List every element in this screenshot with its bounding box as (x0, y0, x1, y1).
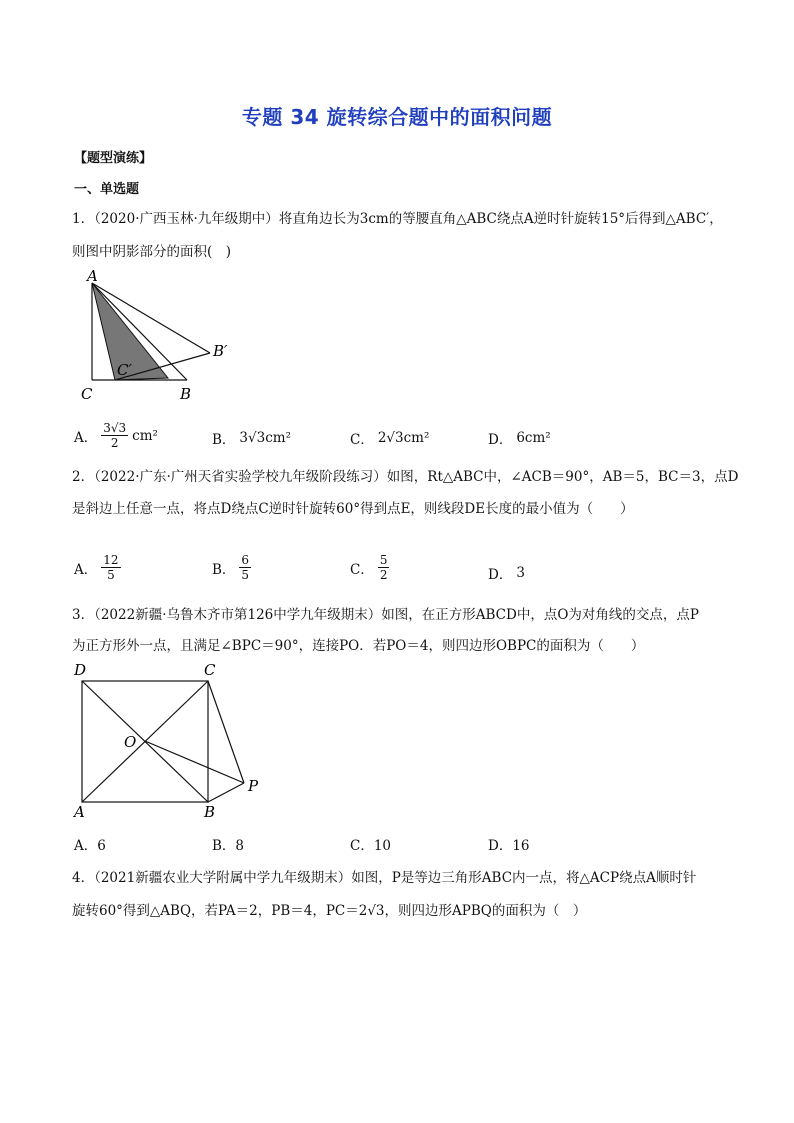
q3-label-a: A (74, 803, 85, 820)
q2-option-a-denominator: 5 (107, 568, 115, 582)
q2-option-a-letter: A． (74, 561, 98, 578)
q3-line2: 为正方形外一点，且满足∠BPC＝90°，连接PO．若PO＝4，则四边形OBPC的面积为（ ） (72, 638, 645, 654)
q2-option-b-fraction (239, 554, 251, 581)
q2-option-c-numerator: 5 (379, 553, 388, 567)
q2-option-a[interactable] (74, 554, 121, 581)
q3-line1: 3．（2022新疆·乌鲁木齐市第126中学九年级期末）如图，在正方形ABCD中，点O为对角线的交点，点P (72, 607, 699, 623)
q3-option-d[interactable]: D．16 (488, 838, 530, 854)
q1-option-d-text: 6cm² (516, 430, 551, 446)
q3-label-b: B (204, 803, 216, 820)
q1-option-d-letter: D． (488, 432, 513, 448)
q3-segment-op (145, 741, 244, 783)
q3-option-a[interactable]: A．6 (74, 838, 106, 854)
q2-option-c-denominator: 2 (379, 568, 388, 582)
q1-option-a-letter: A． (74, 429, 98, 446)
section-heading: 一、单选题 (74, 182, 140, 197)
q2-option-c-letter: C． (350, 561, 374, 578)
q4-line2: 旋转60°得到△ABQ，若PA＝2，PB＝4，PC＝2√3，则四边形APBQ的面积为（ ） (72, 903, 587, 919)
q3-option-b[interactable]: B．8 (212, 838, 245, 854)
q1-label-b: B (180, 385, 192, 403)
q2-option-d-text: 3 (516, 565, 525, 581)
page-title: 专题 34 旋转综合题中的面积问题 (241, 105, 553, 129)
q2-line1: 2．（2022·广东·广州天省实验学校九年级阶段练习）如图，Rt△ABC中，∠ACB＝90°，AB＝5，BC＝3，点D (72, 469, 739, 485)
q3-figure (70, 660, 270, 820)
q1-label-a: A (87, 268, 98, 285)
q1-option-b-letter: B． (212, 432, 236, 448)
q1-option-b[interactable] (212, 428, 291, 448)
q2-option-a-numerator: 12 (103, 553, 119, 567)
q3-label-d: D (74, 661, 87, 679)
q1-option-a-fraction (101, 422, 128, 449)
q2-option-c[interactable] (350, 554, 389, 581)
q3-side-bp (208, 783, 244, 802)
q2-option-a-fraction (101, 554, 120, 581)
q2-option-b[interactable] (212, 554, 251, 581)
q2-line2: 是斜边上任意一点，将点D绕点C逆时针旋转60°得到点E，则线段DE长度的最小值为（ ） (72, 501, 634, 517)
q1-label-bprime: B′ (213, 342, 228, 360)
q3-option-c[interactable]: C．10 (350, 838, 392, 854)
q1-option-b-text: 3√3cm² (239, 430, 291, 446)
q1-label-c: C (81, 385, 93, 403)
q3-label-c: C (204, 661, 216, 679)
exercise-tag: 【题型演练】 (74, 151, 153, 166)
q3-label-p: P (248, 777, 259, 795)
q2-option-b-letter: B． (212, 561, 236, 578)
q1-line2: 则图中阴影部分的面积( ) (72, 244, 232, 260)
q1-option-c[interactable] (350, 428, 429, 448)
q1-line1: 1．（2020·广西玉林·九年级期中）将直角边长为3cm的等腰直角△ABC绕点A逆时针旋转15°后得到△ABC′， (72, 211, 723, 227)
q3-label-o: O (124, 733, 137, 751)
q1-option-a-unit: cm² (132, 427, 158, 444)
q1-option-d[interactable] (488, 428, 551, 448)
q1-figure (75, 268, 245, 408)
q1-option-c-text: 2√3cm² (377, 430, 430, 446)
q1-option-a-denominator: 2 (110, 436, 119, 450)
q2-option-c-fraction (378, 554, 390, 581)
q4-line1: 4．（2021新疆农业大学附属中学九年级期末）如图，P是等边三角形ABC内一点，将△ACP绕点A顺时针 (72, 870, 697, 886)
q1-label-cprime: C′ (117, 361, 132, 379)
q2-option-b-numerator: 6 (241, 553, 250, 567)
q2-option-d-letter: D． (488, 567, 513, 583)
q3-side-cp (208, 681, 244, 783)
q1-option-c-letter: C． (350, 432, 374, 448)
q2-option-d[interactable] (488, 563, 525, 583)
q2-option-b-denominator: 5 (241, 568, 250, 582)
q1-option-a-numerator: 3√3 (103, 421, 127, 435)
q1-option-a[interactable] (74, 422, 158, 449)
